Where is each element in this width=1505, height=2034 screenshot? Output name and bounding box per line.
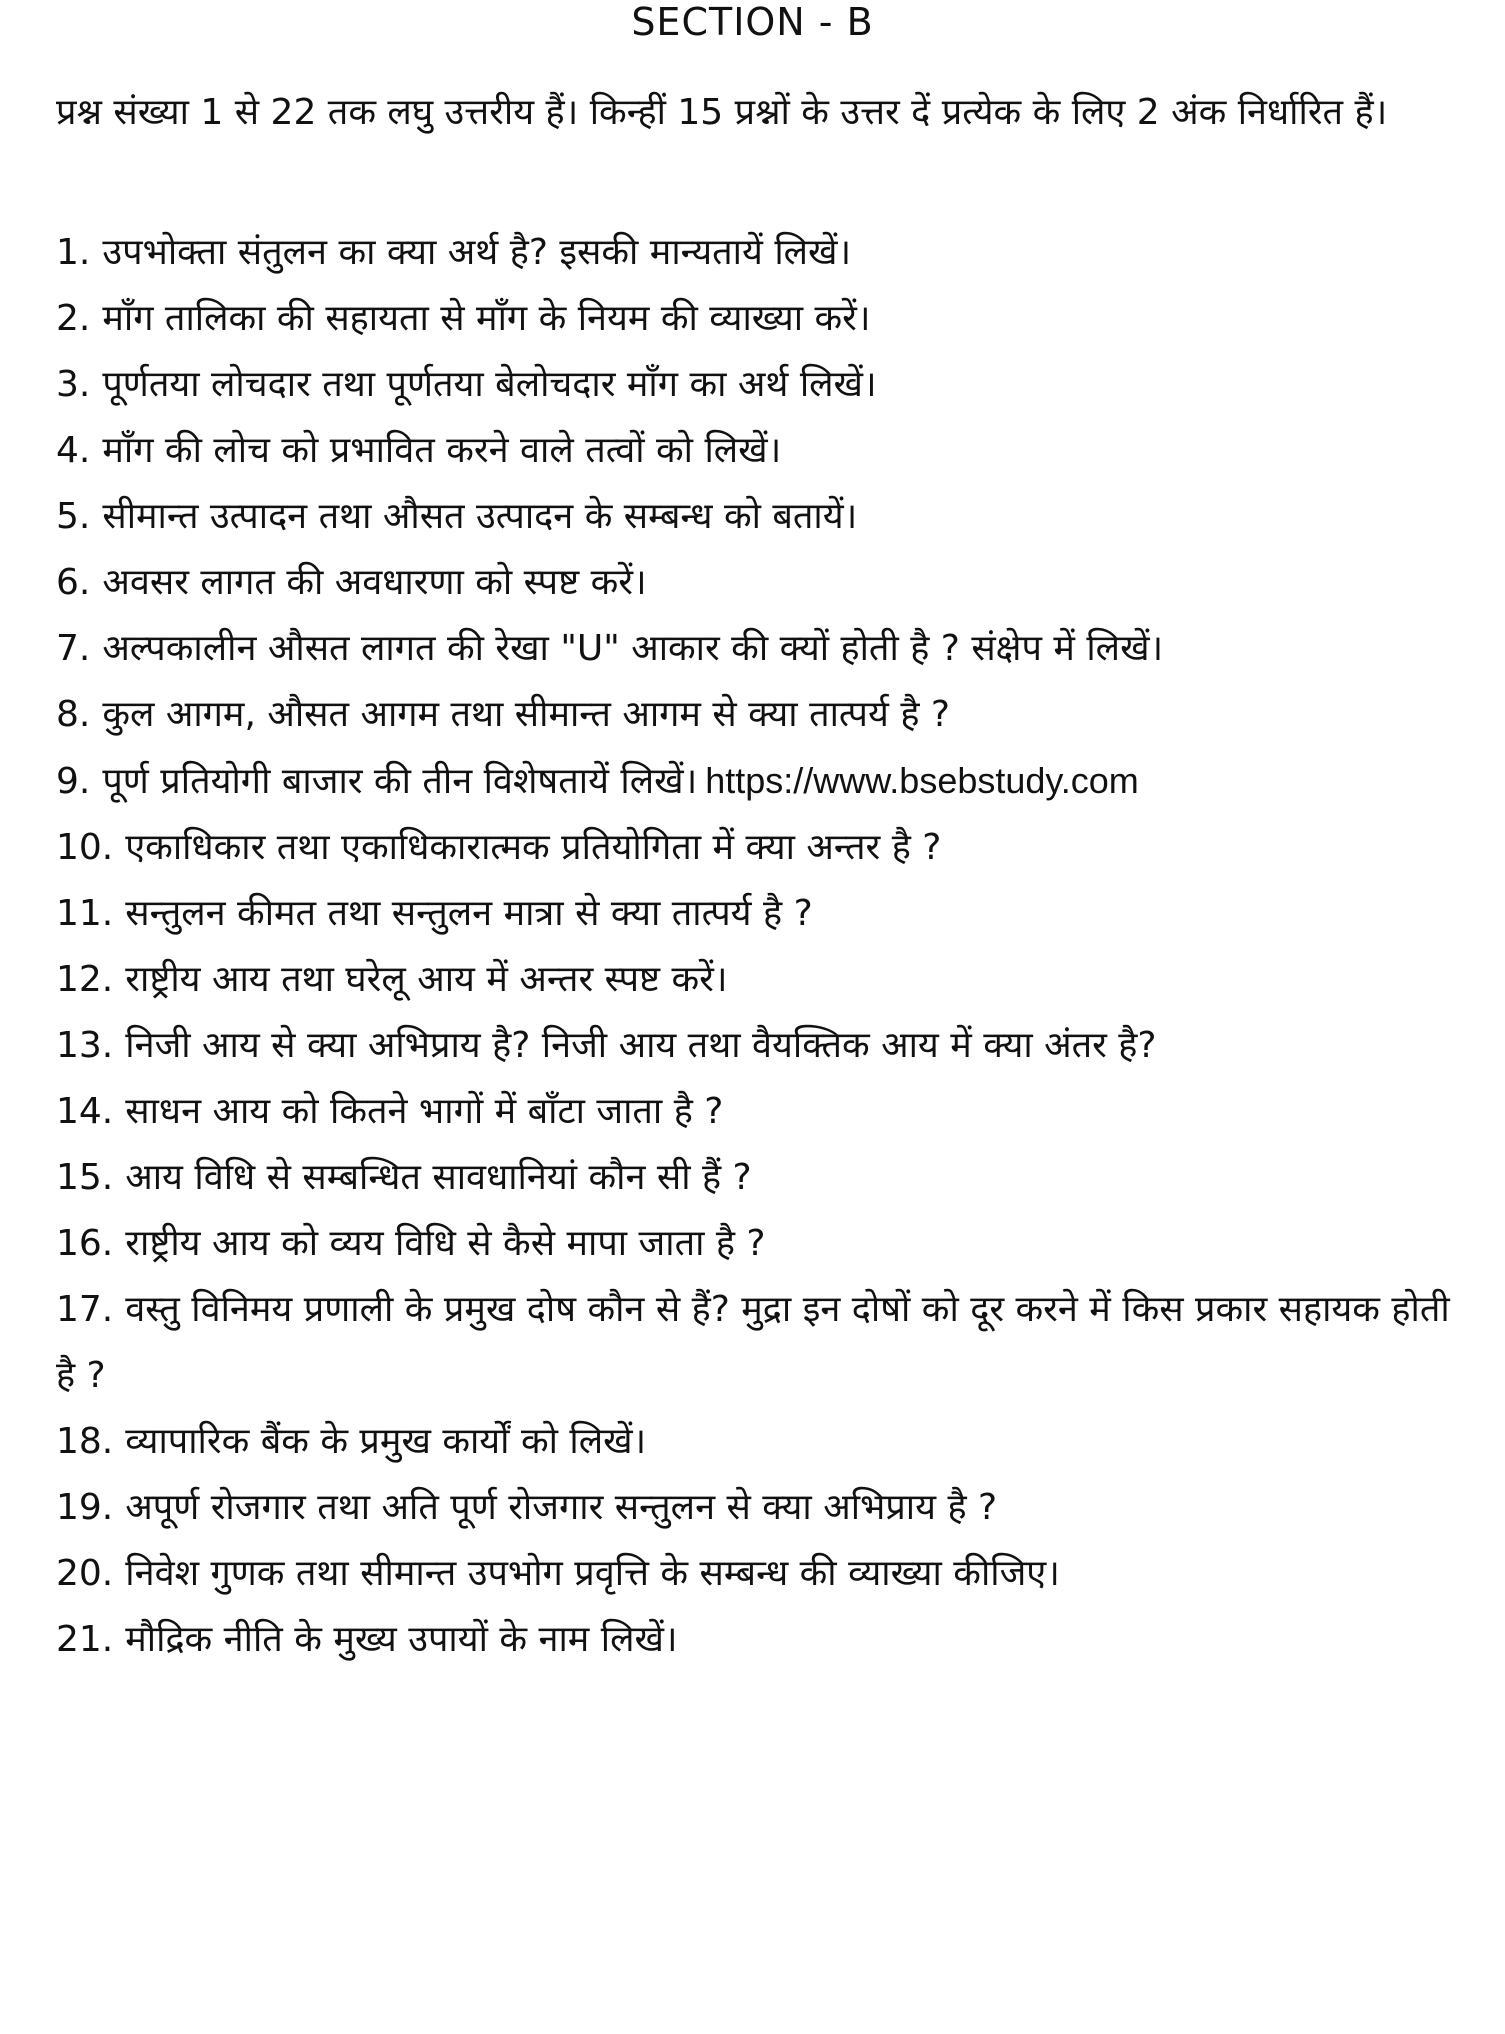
question-item [56, 1013, 1476, 1079]
question-item [56, 881, 1476, 947]
question-number: 10. [56, 827, 114, 868]
question-item [56, 286, 1476, 352]
question-text: कुल आगम, औसत आगम तथा सीमान्त आगम से क्या तात्पर्य है ? [102, 694, 950, 735]
question-text: माँग तालिका की सहायता से माँग के नियम की व्याख्या करें। [102, 298, 871, 339]
question-text: माँग की लोच को प्रभावित करने वाले तत्वों को लिखें। [102, 430, 782, 471]
question-item [56, 352, 1476, 418]
question-number: 11. [56, 893, 114, 934]
question-number: 14. [56, 1091, 114, 1132]
question-number: 9. [56, 761, 91, 802]
question-text: अवसर लागत की अवधारणा को स्पष्ट करें। [102, 562, 647, 603]
question-item [56, 1475, 1476, 1541]
question-text: वस्तु विनिमय प्रणाली के प्रमुख दोष कौन से हैं? मुद्रा इन दोषों को दूर करने में किस प्रकार सहायक होती है ? [56, 1289, 1450, 1396]
question-number: 19. [56, 1487, 114, 1528]
question-item [56, 1409, 1476, 1475]
question-text: निवेश गुणक तथा सीमान्त उपभोग प्रवृत्ति के सम्बन्ध की व्याख्या कीजिए। [125, 1553, 1060, 1594]
instructions-paragraph: प्रश्न संख्या 1 से 22 तक लघु उत्तरीय हैं। किन्हीं 15 प्रश्नों के उत्तर दें प्रत्येक के लिए 2 अंक निर्धारित हैं। [56, 92, 1388, 133]
question-text: आय विधि से सम्बन्धित सावधानियां कौन सी हैं ? [125, 1157, 752, 1198]
question-item [56, 1541, 1476, 1607]
section-title: SECTION - B [631, 0, 874, 44]
question-text: अल्पकालीन औसत लागत की रेखा "U" आकार की क्यों होती है ? संक्षेप में लिखें। [102, 628, 1164, 669]
question-text: पूर्ण प्रतियोगी बाजार की तीन विशेषतायें लिखें। [102, 761, 698, 802]
question-number: 5. [56, 496, 91, 537]
question-number: 15. [56, 1157, 114, 1198]
question-number: 12. [56, 959, 114, 1000]
question-text: साधन आय को कितने भागों में बाँटा जाता है ? [125, 1091, 724, 1132]
question-number: 7. [56, 628, 91, 669]
question-number: 6. [56, 562, 91, 603]
question-number: 1. [56, 232, 91, 273]
question-text: निजी आय से क्या अभिप्राय है? निजी आय तथा वैयक्तिक आय में क्या अंतर है? [125, 1025, 1157, 1066]
question-text: राष्ट्रीय आय को व्यय विधि से कैसे मापा जाता है ? [125, 1223, 766, 1264]
question-text: अपूर्ण रोजगार तथा अति पूर्ण रोजगार सन्तुलन से क्या अभिप्राय है ? [125, 1487, 998, 1528]
question-number: 4. [56, 430, 91, 471]
question-text: सन्तुलन कीमत तथा सन्तुलन मात्रा से क्या तात्पर्य है ? [125, 893, 813, 934]
question-item [56, 1607, 1476, 1673]
question-number: 18. [56, 1421, 114, 1462]
question-list [56, 220, 1476, 1673]
question-item [56, 947, 1476, 1013]
question-number: 21. [56, 1619, 114, 1660]
question-number: 2. [56, 298, 91, 339]
question-number: 3. [56, 364, 91, 405]
question-text: एकाधिकार तथा एकाधिकारात्मक प्रतियोगिता में क्या अन्तर है ? [125, 827, 942, 868]
question-item [56, 1211, 1476, 1277]
question-item [56, 682, 1476, 748]
question-text: राष्ट्रीय आय तथा घरेलू आय में अन्तर स्पष्ट करें। [125, 959, 728, 1000]
question-text: व्यापारिक बैंक के प्रमुख कार्यों को लिखें। [125, 1421, 647, 1462]
question-item [56, 220, 1476, 286]
website-url-text: https://www.bsebstudy.com [705, 760, 1139, 801]
question-number: 17. [56, 1289, 114, 1330]
question-item [56, 1277, 1476, 1409]
question-item [56, 1079, 1476, 1145]
question-number: 8. [56, 694, 91, 735]
question-text: मौद्रिक नीति के मुख्य उपायों के नाम लिखें। [125, 1619, 678, 1660]
question-number: 20. [56, 1553, 114, 1594]
question-item [56, 550, 1476, 616]
question-item [56, 484, 1476, 550]
question-item [56, 418, 1476, 484]
question-number: 16. [56, 1223, 114, 1264]
question-number: 13. [56, 1025, 114, 1066]
question-text: पूर्णतया लोचदार तथा पूर्णतया बेलोचदार माँग का अर्थ लिखें। [102, 364, 877, 405]
question-item [56, 616, 1476, 682]
question-item [56, 815, 1476, 881]
question-text: सीमान्त उत्पादन तथा औसत उत्पादन के सम्बन्ध को बतायें। [102, 496, 858, 537]
question-item [56, 1145, 1476, 1211]
question-item [56, 748, 1476, 815]
question-text: उपभोक्ता संतुलन का क्या अर्थ है? इसकी मान्यतायें लिखें। [102, 232, 852, 273]
